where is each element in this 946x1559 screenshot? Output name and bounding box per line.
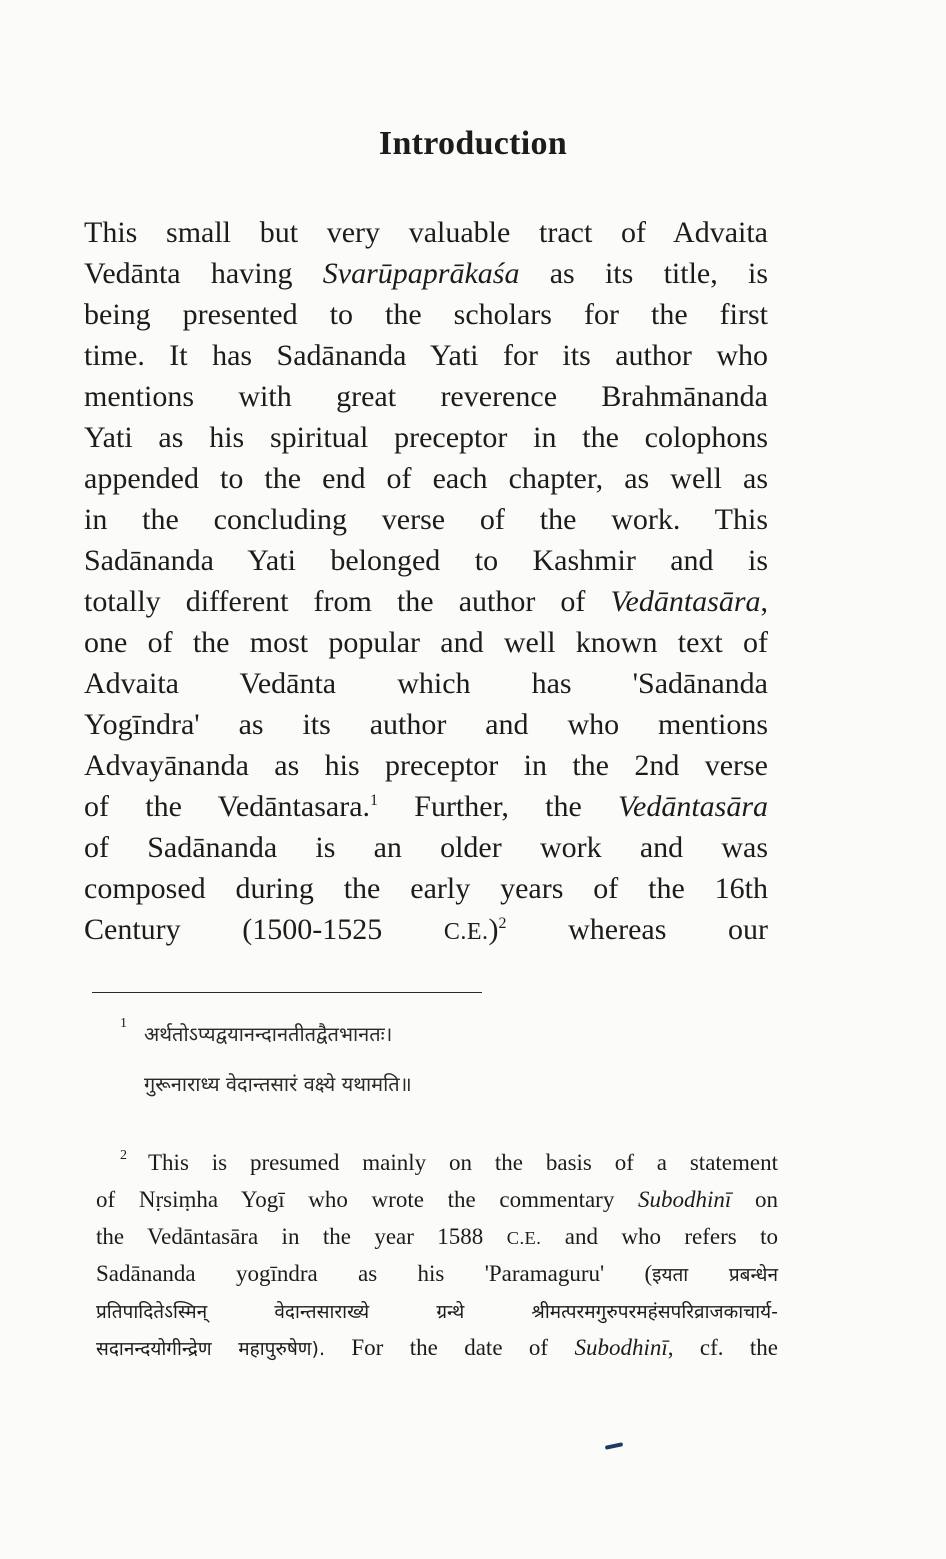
footnote-divider [92,992,482,993]
body-line [84,540,768,581]
text-run: composed during the early years of the 16th [84,872,768,905]
text-run: Century (1500-1525 [84,913,444,946]
footnote-2-line [96,1181,778,1218]
footnote-1-verse-line-1: अर्थतोऽप्यद्वयानन्दानतीतद्वैतभानतः। [144,1022,393,1046]
footnote-1-verse-line-2: गुरूनाराध्य वेदान्तसारं वक्ष्ये यथामति॥ [144,1072,412,1096]
text-run: Advaita Vedānta which has 'Sadānanda [84,667,768,700]
footnote-2-line [96,1329,778,1366]
text-run: mentions with great reverence Brahmānanda [84,380,768,413]
text-run: on [731,1187,778,1212]
footnote-2-line [96,1292,778,1329]
footnote-1-number: 1 [120,1016,127,1031]
footnote-2-line [96,1144,778,1181]
body-line [84,704,768,745]
footnote-2-line [96,1218,778,1255]
text-run: Advayānanda as his preceptor in the 2nd verse [84,749,768,782]
text-run: of the Vedāntasara. [84,790,371,823]
text-run: C.E. [443,919,489,945]
text-run: being presented to the scholars for the first [84,298,768,331]
footnote-2-line [96,1255,778,1292]
body-line [84,745,768,786]
text-run: Sadānanda yogīndra as his 'Paramaguru' ( [96,1261,653,1286]
text-run: Vedāntasāra [610,585,761,618]
text-run: , cf. the [667,1335,778,1360]
text-run: Sadānanda Yati belonged to Kashmir and is [84,544,768,577]
text-run: Yati as his spiritual preceptor in the colophons [84,421,768,454]
page-title: Introduction [378,125,568,162]
body-line [84,909,768,950]
text-run: , [760,585,768,618]
body-line [84,827,768,868]
body-line [84,253,768,294]
text-run: of Sadānanda is an older work and was [84,831,768,864]
body-line [84,622,768,663]
ink-speck [605,1442,623,1450]
text-run: This is presumed mainly on the basis of a statement [148,1150,778,1175]
body-line [84,868,768,909]
body-paragraph [84,212,768,950]
text-run: C.E. [506,1228,542,1248]
text-run: Svarūpaprākaśa [322,257,520,290]
body-line [84,294,768,335]
text-run: Yogīndra' as its author and who mentions [84,708,768,741]
text-run: प्रतिपादितेऽस्मिन् वेदान्तसाराख्ये ग्रन्थे श्रीमत्परमगुरुपरमहंसपरिव्राजकाचार्य- [96,1301,778,1323]
text-run: 1 [370,792,379,809]
text-run: इयता प्रबन्धेन [652,1264,778,1286]
body-line [84,499,768,540]
body-line [84,376,768,417]
text-run: time. It has Sadānanda Yati for its author who [84,339,768,372]
text-run: as its title, is [519,257,768,290]
body-line [84,335,768,376]
text-run: and who refers to [541,1224,778,1249]
text-run: the Vedāntasāra in the year 1588 [96,1224,507,1249]
body-line [84,663,768,704]
text-run: of Nṛsiṃha Yogī who wrote the commentary [96,1187,639,1212]
text-run: Subodhinī [638,1187,732,1212]
body-line [84,212,768,253]
text-run: totally different from the author of [84,585,611,618]
body-line [84,581,768,622]
body-line [84,417,768,458]
text-run: Further, the [378,790,619,823]
text-run: ) [488,913,499,946]
text-run: appended to the end of each chapter, as well as [84,462,768,495]
footnote-2-number: 2 [120,1148,127,1163]
text-run: सदानन्दयोगीन्द्रेण महापुरुषेण). [96,1338,325,1360]
body-line [84,786,768,827]
text-run: This small but very valuable tract of Advaita [84,216,768,249]
text-run: Subodhinī [574,1335,668,1360]
text-run: whereas our [506,913,768,946]
text-run: For the date of [325,1335,575,1360]
text-run: one of the most popular and well known text of [84,626,768,659]
text-run: in the concluding verse of the work. This [84,503,768,536]
text-run: Vedāntasāra [618,790,769,823]
body-line [84,458,768,499]
footnote-2-text [96,1144,778,1366]
text-run: 2 [498,915,507,932]
text-run: Vedānta having [84,257,323,290]
